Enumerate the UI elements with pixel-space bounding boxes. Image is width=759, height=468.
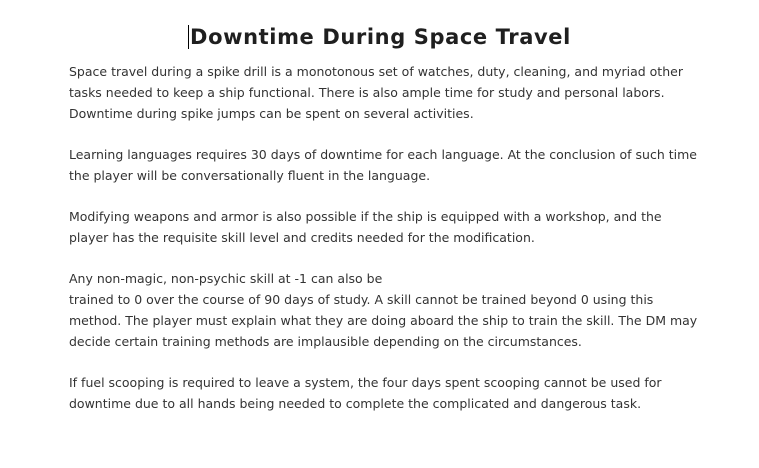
page-title[interactable] <box>0 20 759 54</box>
paragraph-languages: Learning languages requires 30 days of downtime for each language. At the conclusion of such time the player will be conversationally fluent in the language. <box>69 147 697 183</box>
document-body[interactable] <box>69 61 699 434</box>
paragraph-fuel-scooping: If fuel scooping is required to leave a system, the four days spent scooping cannot be used for downtime due to all hands being needed to complete the complicated and dangerous task. <box>69 375 662 411</box>
paragraph-intro: Space travel during a spike drill is a monotonous set of watches, duty, cleaning, and myriad other tasks needed to keep a ship functional. There is also ample time for study and personal labors. Downtime during spike jumps can be spent on several activities. <box>69 64 683 121</box>
paragraph-skills: trained to 0 over the course of 90 days of study. A skill cannot be trained beyond 0 using this method. The player must explain what they are doing aboard the ship to train the skill. The DM may decide certain training methods are implausible depending on the circumstances. <box>69 292 698 349</box>
page-title-text: Downtime During Space Travel <box>190 25 571 49</box>
paragraph-modifying: Modifying weapons and armor is also possible if the ship is equipped with a workshop, and the player has the requisite skill level and credits needed for the modification. <box>69 209 662 245</box>
text-cursor <box>188 25 189 49</box>
paragraph-skills-line: Any non-magic, non-psychic skill at -1 can also be <box>69 271 383 286</box>
